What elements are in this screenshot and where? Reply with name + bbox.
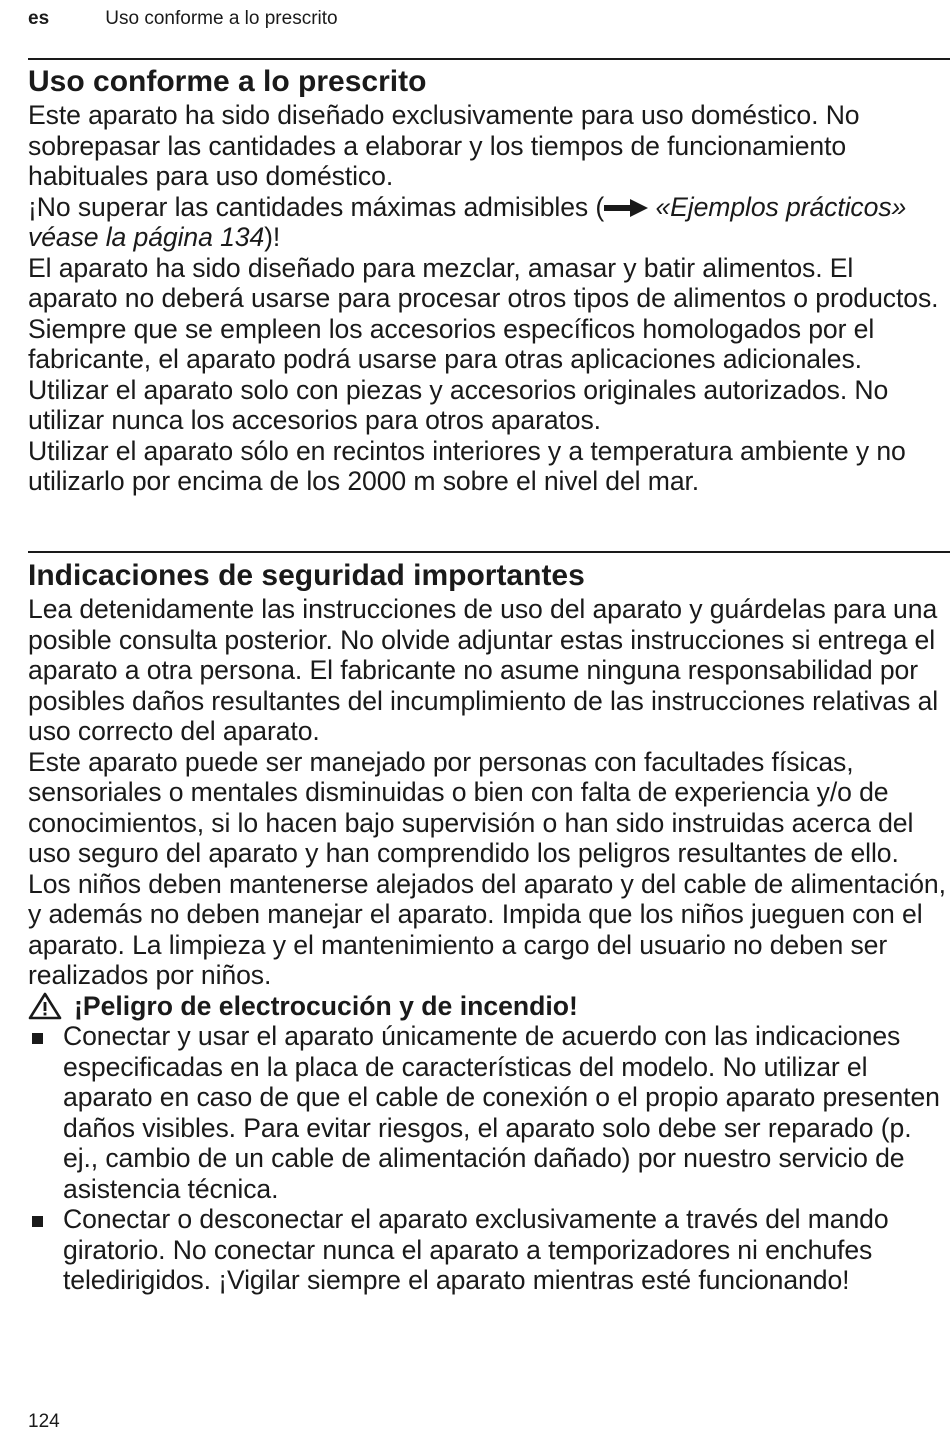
square-bullet-icon <box>32 1033 43 1044</box>
section-divider <box>28 551 950 553</box>
square-bullet-icon <box>32 1216 43 1227</box>
section-heading: Uso conforme a lo prescrito <box>28 65 427 98</box>
paragraph: El aparato ha sido diseñado para mezclar, amasar y batir alimentos. El aparato no deberá usarse para procesar otros tipos de alimentos o productos. Siempre que se empleen los accesorios específicos homologados por el fabricante, el aparato podrá usarse para otras aplicaciones adicionales. Utilizar el aparato solo con piezas y accesorios originales autorizados. No utilizar nunca los accesorios para otros aparatos. <box>28 252 939 435</box>
section-heading: Indicaciones de seguridad importantes <box>28 559 585 592</box>
paragraph: Este aparato puede ser manejado por personas con facultades físicas, sensoriales o mentales disminuidas o bien con falta de experiencia y/o de conocimientos, si lo hacen bajo supervisión o han sido instruidas acerca del uso seguro del aparato y han comprendido los peligros resultantes de ello. Los niños deben mantenerse alejados del aparato y del cable de alimentación, y además no deben manejar el aparato. Impida que los niños jueguen con el aparato. La limpieza y el mantenimiento a cargo del usuario no deben ser realizados por niños. <box>28 746 946 990</box>
arrow-right-icon <box>604 192 648 222</box>
section-intended-use <box>28 64 948 497</box>
warning-heading: ¡Peligro de electrocución y de incendio! <box>28 991 948 1022</box>
page-number: 124 <box>28 1411 60 1432</box>
paragraph-max-quantities: ¡No superar las cantidades máximas admisibles ( «Ejemplos prácticos» véase la página 134)! <box>28 191 907 252</box>
paragraph: Este aparato ha sido diseñado exclusivamente para uso doméstico. No sobrepasar las cantidades a elaborar y los tiempos de funcionamiento habituales para uso doméstico. <box>28 100 860 191</box>
cross-reference-link[interactable]: «Ejemplos prácticos» véase la página 134 <box>28 191 907 252</box>
section-divider <box>28 58 950 60</box>
paragraph: Utilizar el aparato sólo en recintos interiores y a temperatura ambiente y no utilizarlo por encima de los 2000 m sobre el nivel del mar. <box>28 435 906 496</box>
paragraph: Lea detenidamente las instrucciones de uso del aparato y guárdelas para una posible consulta posterior. No olvide adjuntar estas instrucciones si entrega el aparato a otra persona. El fabricante no asume ninguna responsabilidad por posibles daños resultantes del incumplimiento de las instrucciones relativas al uso correcto del aparato. <box>28 594 939 746</box>
language-code: es <box>28 8 50 29</box>
warning-list <box>28 1021 948 1296</box>
section-safety <box>28 558 948 1296</box>
warning-triangle-icon <box>28 992 62 1020</box>
header-title: Uso conforme a lo prescrito <box>105 8 338 29</box>
list-item: Conectar o desconectar el aparato exclusivamente a través del mando giratorio. No conectar nunca el aparato a temporizadores ni enchufes teledirigidos. ¡Vigilar siempre el aparato mientras esté funcionando! <box>28 1204 948 1296</box>
list-item: Conectar y usar el aparato únicamente de acuerdo con las indicaciones especificadas en la placa de características del modelo. No utilizar el aparato en caso de que el cable de conexión o el propio aparato presenten daños visibles. Para evitar riesgos, el aparato solo debe ser reparado (p. ej., cambio de un cable de alimentación dañado) por nuestro servicio de asistencia técnica. <box>28 1021 948 1204</box>
page-header <box>28 6 338 34</box>
